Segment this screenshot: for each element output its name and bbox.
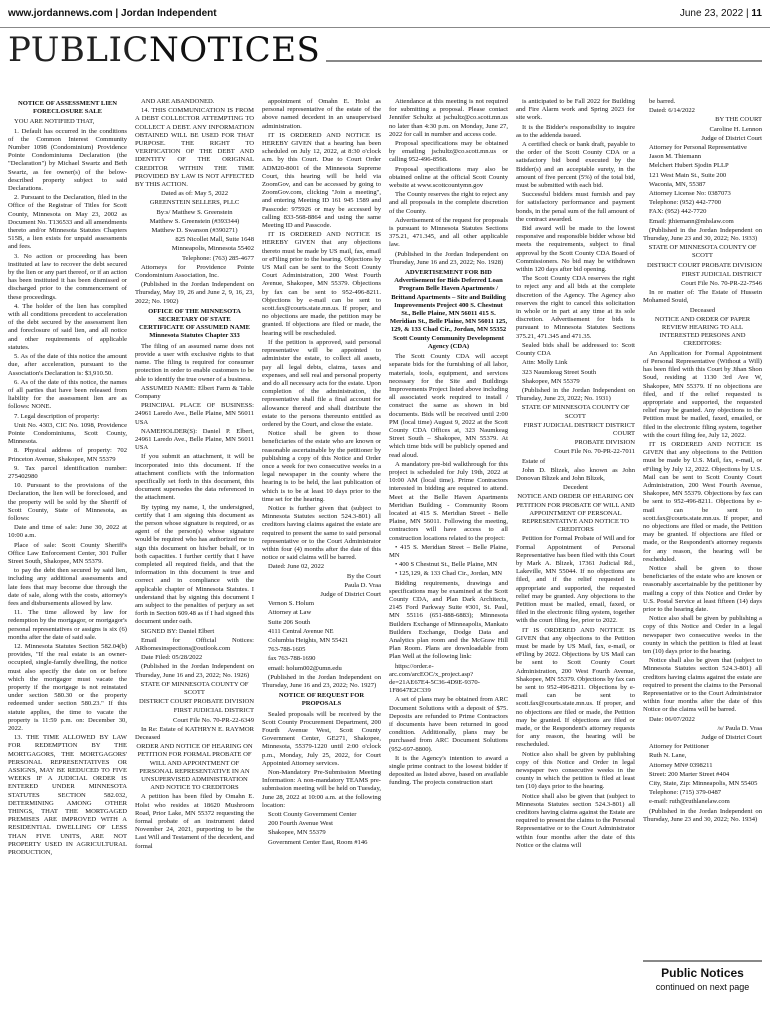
notice-text: A certified check or bank draft, payable to the order of the Scott County CDA or a satisfactory bid bond executed by the Bidder(s) and an acceptable surety, in the amount of five percent (5%) of the total bid, must be submitted with each bid. xyxy=(516,141,635,190)
notice-text: 2. Pursuant to the Declaration, filed in the Office of the Registrar of Titles for Scott County, Minnesota on May 23, 2002 as Document No. T136533 and all amendments thereto and/or Minnesota Statutes Chapters 515B, a lien exists for unpaid assessments and fees. xyxy=(8,194,127,251)
notice-text: Notice shall also be given that (subject to Minnesota Statutes section 524.3-801) all creditors having claims against the estate are required to present the claims to the Personal Representative or to the Court Administrator within four months after the date of this Notice or the claims will be barred. xyxy=(643,657,762,714)
notice-text: Telephone: (715) 379-0487 xyxy=(649,789,722,797)
notice-text: Shakopee, MN 55379 xyxy=(268,829,326,837)
notice-text: email: holum002@umn.edu xyxy=(268,664,342,672)
notice-text: IT IS ORDERED AND NOTICE IS HEREBY GIVEN that a hearing has been scheduled on July 12, 2022, at 8:30 o'clock a.m. by this Court. Due to Court Order ADM20-8001 of the Minnesota Supreme Court, this hearing will be held via ZoomGov, and can be accessed by going to ZoomGov.com, clicking "Join a meeting", and entering Meeting ID 161 945 1589 and Passcode: 975926 or may be accessed by calling 833-568-8864 and using the same Meeting ID and Passcode. xyxy=(262,131,381,230)
notice-text: It is the Agency's intention to award a single prime contract to the lowest bidder if deposited as listed above, based on available funding. The projects construction start xyxy=(389,754,508,787)
notice-text: NOTICE AND ORDER OF PAPER REVIEW HEARING TO ALL INTERESTED PERSONS AND CREDITORS: xyxy=(654,315,751,348)
notice-text: Court File No. 70-PR-22-7546 xyxy=(681,280,762,288)
notice-text: Attn: Molly Link xyxy=(522,359,568,367)
notice-text: PROBATE DIVISION xyxy=(574,439,635,447)
notice-text: NAMEHOLDER(S): Daniel P. Elbert, 24961 Laredo Ave., Belle Plaine, MN 56011 USA xyxy=(135,427,254,452)
notice-text: GREENSTEIN SELLERS, PLLC xyxy=(149,199,240,207)
notice-text: 121 West Main St., Suite 200 xyxy=(649,171,727,179)
notice-heading: NOTICE OF ASSESSMENT LIEN FORECLOSURE SALE xyxy=(17,100,118,116)
notice-text: PRINCIPAL PLACE OF BUSINESS: 24961 Laredo Ave., Belle Plaine, MN 56011 USA xyxy=(135,402,254,426)
notice-text: 12. Minnesota Statutes Section 582.04(b) provides, "If the real estate is an owner-occupied, single-family dwelling, the notice must also specify the date on or before which the mortgagor must vacate the property if the mortgage is not reinstated under section 580.30 or the property redeemed under section 580.23." If this statute applies, the time to vacate the property is 11:59 p.m. on: December 30, 2022. xyxy=(8,643,127,733)
notice-column xyxy=(135,98,254,1018)
notice-column xyxy=(389,98,508,1018)
notice-text: Date: 06/07/2022 xyxy=(649,715,695,723)
notice-text: BY THE COURT xyxy=(715,116,762,124)
notice-text: Non-Mandatory Pre-Submission Meeting Information: A non-mandatory TEAMS pre-submission meeting will be held on Tuesday, June 28, 2022 at 10:00 a.m. at the following location: xyxy=(262,769,381,809)
continued-promo xyxy=(643,960,762,1016)
notice-text: The filing of an assumed name does not provide a user with exclusive rights to that name. The filing is required for consumer protection in order to enable customers to be able to identify the true owner of a business. xyxy=(135,342,254,383)
notice-text: FIRST JUDICIAL DISTRICT xyxy=(173,707,254,715)
notice-text: Notice is further given that (subject to Minnesota Statutes section 524.3-801) all creditors having claims against the estate are required to present the same to said personal representative or to the Court Administrator within four (4) months after the date of this notice or said claims will be barred. xyxy=(262,504,381,562)
notice-text: If you submit an attachment, it will be incorporated into this document. If the attachment conflicts with the information specifically set forth in this document, this document supersedes the data referenced in the attachment. xyxy=(135,453,254,502)
notice-text: STATE OF MINNESOTA COUNTY OF SCOTT xyxy=(140,680,249,697)
notice-text: fax 763-788-1690 xyxy=(268,655,316,663)
promo-subtitle: continued on next page xyxy=(655,982,750,992)
notice-text: Dated: 6/14/2022 xyxy=(649,107,695,115)
page-number: 11 xyxy=(751,8,762,19)
notice-text: FIRST JUDICIAL DISTRICT DISTRICT COURT xyxy=(523,421,635,437)
notice-text: to pay the debt then secured by said lien, including any additional assessments and late fees that may become due through the date of sale, along with the costs, attorney's fees and disbursements allowed by law. xyxy=(8,567,127,607)
notice-text: (Published in the Jordan Independent on Thursday, June 16 and 23, 2022; No. 1928) xyxy=(389,250,508,266)
notice-text: 4. The holder of the lien has complied with all conditions precedent to acceleration of the debt secured by the assessment lien and foreclosure of said lien, and all notice and other requirements of applicable statutes. xyxy=(8,302,127,351)
notice-text: Waconia, MN, 55387 xyxy=(649,180,706,188)
notice-heading: NOTICE OF REQUEST FOR PROPOSALS xyxy=(278,692,365,708)
notice-text: Email for Official Notices: ARhomesinspections@outlook.com xyxy=(135,636,254,652)
notice-text: Notice shall be given to those beneficiaries of the estate who are known or reasonably ascertainable by the petitioner by mailing a copy of this Notice and Order by U.S. Postal Service at least fifteen (14) days prior to the hearing date. xyxy=(643,564,762,613)
notice-text: Deceased xyxy=(689,306,716,314)
notice-text: Attorney MN# 0398211 xyxy=(649,761,713,769)
notice-text: Judge of District Court xyxy=(320,590,381,598)
promo-title: Public Notices xyxy=(661,966,744,980)
notice-text: Attorney License No: 0387073 xyxy=(649,190,731,198)
issue-date: June 23, 2022 xyxy=(679,8,744,19)
notice-text: By:s/ Matthew S. Greenstein xyxy=(156,208,233,216)
notice-text: 3. No action or proceeding has been instituted at law to recover the debt secured by the lien or any part thereof, or if an action has been instituted it has been dismissed or discharged prior to the commencement of these proceedings. xyxy=(8,252,127,301)
notice-text: Place of sale: Scott County Sheriff's Office Law Enforcement Center, 301 Fuller Street South, Shakopee, MN 55379. xyxy=(8,541,127,565)
notice-text: Dated as of: May 5, 2022 xyxy=(160,190,229,198)
notice-text: A petition has been filed by Omahn E. Holst who resides at 18620 Mushroom Road, Prior Lake, MN 55372 requesting the formal probate of an instrument dated November 24, 2021, purporting to be the Last Will and Testament of the decedent, and formal xyxy=(135,793,254,850)
notice-text: Judge of District Court xyxy=(701,134,762,142)
notice-text: NOTICE AND ORDER OF HEARING ON PETITION FOR PROBATE OF WILL AND APPOINTMENT OF PERSONAL REPRESENTATIVE AND NOTICE TO CREDITORS xyxy=(516,493,635,534)
notice-text: 13. THE TIME ALLOWED BY LAW FOR REDEMPTION BY THE MORTGAGORS, THE MORTGAGORS' PERSONAL REPRESENTATIVES OR ASSIGNS, MAY BE REDUCED TO FIVE WEEKS IF A JUDICIAL ORDER IS ENTERED UNDER MINNESOTA STATUTES SECTION 582.032, DETERMINING AMONG OTHER THINGS, THAT THE MORTGAGED PREMISES ARE IMPROVED WITH A RESIDENTIAL DWELLING OF LESS THAN FIVE UNITS, ARE NOT PROPERTY USED IN AGRICULTURAL PRODUCTION, xyxy=(8,734,127,857)
notice-text: STATE OF MINNESOTA COUNTY OF SCOTT xyxy=(648,244,757,260)
notice-text: Government Center East, Room #146 xyxy=(268,838,368,846)
notice-text: The Scott County CDA will accept separate bids for the furnishing of all labor, materials, tools, equipment, and services necessary for the Site and Buildings Improvements Project listed above including all associated work required to install / construct the same as shown in bid documents. Bids will be received until 2:00 PM (local time) August 9, 2022 at the Scott County CDA Offices at, 323 Naumkeag Street South – Shakopee, MN 55379. At which time bids will be publicly opened and read aloud. xyxy=(389,353,508,459)
notice-text: In Re: Estate of KATHRYN E. RAYMOR Deceased xyxy=(135,725,254,742)
notice-text: Attorney at Law xyxy=(268,609,312,617)
notice-text: 763-788-1605 xyxy=(268,646,306,654)
site-credit: www.jordannews.com | Jordan Independent xyxy=(8,8,217,19)
notice-text: DISTRICT COURT PROBATE DIVISION xyxy=(139,698,254,706)
notice-text: Caroline H. Lennon xyxy=(709,125,762,133)
notice-column xyxy=(516,98,635,1018)
notice-text: ASSUMED NAME: Elbert Farm & Table Company xyxy=(135,384,254,400)
notice-text: Unit No. 4303, CIC No. 1098, Providence Pointe Condominiums, Scott County, Minnesota. xyxy=(8,421,127,446)
notice-column xyxy=(643,98,762,1018)
notice-text: Proposal specifications may also be obtained online at the official Scott County website at www.scottcountymn.gov xyxy=(389,165,508,190)
notice-column xyxy=(262,98,381,1018)
notice-text: John D. Blizek, also known as John Donovan Blizek and John Blizek, xyxy=(516,466,635,482)
notice-text: 4111 Central Avenue NE xyxy=(268,627,334,635)
notice-text: Date Filed: 05/28/2022 xyxy=(141,654,203,662)
notice-text: Judge of District Court xyxy=(701,734,762,742)
notice-text: Bid award will be made to the lowest responsive and responsible bidder whose bid meets the requirements, subject to final approval by the Scott County CDA Board of Commissioners. No bid may be withdrawn within 120 days after bid opening. xyxy=(516,225,635,274)
notice-text: (Published in the Jordan Independent on Thursday, May 19, 26 and June 2, 9, 16, 23, 2022; No. 1902) xyxy=(135,281,254,305)
notice-text: Attorney for Personal Representative xyxy=(649,144,747,152)
notice-text: Attorneys for Providence Pointe Condominium Association, Inc. xyxy=(135,263,254,280)
notice-column xyxy=(8,98,127,1018)
notice-text: Matthew D. Swanson (#390271) xyxy=(151,227,238,235)
notice-text: is anticipated to be Fall 2022 for Building and Fire Alarm work and Spring 2023 for site work. xyxy=(516,98,635,122)
notice-text: 8. Physical address of property: 702 Princeton Avenue, Shakopee, MN 55379 xyxy=(8,447,127,463)
notice-text: The County reserves the right to reject any and all proposals in the complete discretion of the County. xyxy=(389,191,508,215)
notice-text: Successful bidders must furnish and pay for satisfactory performance and payment bonds, in the penal sum of the full amount of the contract awarded. xyxy=(516,191,635,223)
section-masthead xyxy=(8,30,762,70)
notice-text: DISTRICT COURT PROBATE DIVISION xyxy=(647,261,762,269)
notice-text: Notice shall also be given that (subject to Minnesota Statutes section 524.3-801) all creditors having claims against the Estate are required to present the claims to the Personal Representative or to the Court Administrator within four months after the date of this Notice or the claims will xyxy=(516,792,635,849)
masthead-notices: NOTICES xyxy=(148,30,321,70)
notice-text: Advertisement of the request for proposals is pursuant to Minnesota Statutes Sections 375.21, 471.345, and all other applicable law. xyxy=(389,216,508,249)
notice-text: • 400 S Chestnut St., Belle Plaine, MN xyxy=(395,561,498,569)
notice-text: SIGNED BY: Daniel Elbert xyxy=(141,627,215,635)
notice-text: Minneapolis, Minnesota 55402 xyxy=(171,245,254,253)
notice-text: An Application for Formal Appointment of Personal Representative (Without a Will) has been filed with this Court by Jihan Shon Soud, residing at 1130 3rd Ave W, Shakopee, MN 55379. If no objections are filed, and if the relief requested is appropriate and supported, the requested relief may be granted. Any objections to the Petition must be mailed, faxed, emailed, or filed in the electronic filing system, together with the court filing fee, July 12, 2022. xyxy=(643,349,762,439)
masthead-public: PUBLIC xyxy=(8,30,149,70)
notice-text: Matthew S. Greenstein (#393344) xyxy=(149,217,240,225)
notice-text: Telephone: (952) 442-7700 xyxy=(649,199,722,207)
notice-text: e-mail: ruth@ruthlanelaw.com xyxy=(649,798,730,806)
notice-text: By the Court xyxy=(346,572,381,580)
notice-text: Estate of xyxy=(522,457,546,465)
notice-text: A mandatory pre-bid walkthrough for this project is scheduled for July 19th, 2022 at 10:00 AM (local time). Prime Contractors interested in bidding are required to attend. Meet at the Belle Haven Apartments Meridian Building - Community Room located at 415 S. Meridian Street - Belle Plaine, MN 56011. Following the meeting, contractors will have access to all construction locations related to the project: xyxy=(389,460,508,542)
notice-text: Court File No. 70-PR-22-6349 xyxy=(173,716,254,724)
notice-text: Court File No. 70-PR-22-7011 xyxy=(554,448,635,456)
notice-text: A set of plans may be obtained from ARC Document Solutions with a deposit of $75. Deposits are refunded to Prime Contractors if documents have been returned in good condition. Additionally, plans may be purchased from ARC Document Solutions (952-697-8800). xyxy=(389,696,508,753)
notice-text: 5. As of the date of this notice the amount due, after acceleration, pursuant to the Association's Declaration is: $3,910.50. xyxy=(8,353,127,377)
notice-text: YOU ARE NOTIFIED THAT, xyxy=(14,118,95,126)
notice-text: (Published in the Jordan Independent on Thursday, June 16 and 23, 2022; No. 1926) xyxy=(135,663,254,679)
notice-text: (Published in the Jordan Independent on Thursday, June 23, 2022; No. 1931) xyxy=(516,386,635,403)
notice-text: It is the Bidder's responsibility to inquire as to the addenda issued. xyxy=(516,123,635,139)
notice-text: Jason M. Thiemann xyxy=(649,153,702,161)
notice-text: • 415 S. Meridian Street – Belle Plaine, MN xyxy=(389,543,508,559)
notice-text: IT IS ORDERED AND NOTICE IS GIVEN that any objections to the Petition must be made by U.S. Mail, fax, e-mail, or eFiling by July 12, 2022. Objections by U.S. Mail can be sent to Scott County Court Administration, 200 West Fourth Avenue, Shakopee, MN 55379. Objections by fax can be sent to 952-496-8211. Objections by e-mail can be sent to scott.fax@courts.state.mn.us. If proper, and no objections are filed or made, the Petition may be granted. If objections are filed or made, or the Respondent's attorney requests for any reason, the hearing will be rescheduled. xyxy=(643,440,762,563)
notice-text: ORDER AND NOTICE OF HEARING ON PETITION FOR FORMAL PROBATE OF WILL AND APPOINTMENT OF PERSONAL REPRESENTATIVE IN AN UNSUPERVISED ADMINISTRATION AND NOTICE TO CREDITORS xyxy=(136,743,253,792)
notice-text: The Scott County CDA reserves the right to reject any and all bids at the complete discretion of the Agency. The Agency also reserves the right to cancel this solicitation in whole or in part at any time at its sole discretion. Advertisement for bids is pursuant to Minnesota Statutes Sections 375.21, 471.345 and 471.35. xyxy=(516,275,635,340)
notice-text: 9. Tax parcel identification number: 275402980 xyxy=(8,464,127,480)
notice-text: Scott County Government Center xyxy=(268,811,357,819)
notice-text: AND ARE ABANDONED. xyxy=(141,98,215,105)
notice-text: In re matter of: The Estate of Hussein Mohamed Souid, xyxy=(643,289,762,305)
notice-text: 825 Nicollet Mall, Suite 1648 xyxy=(175,236,254,244)
header-separator: | xyxy=(746,8,749,19)
notice-text: appointment of Omahn E. Holst as personal representative of the estate of the above named decedent in an unsupervised administration. xyxy=(262,98,381,130)
notice-text: • 125,129, & 133 Chad Cir., Jordan, MN xyxy=(395,570,503,578)
notice-text: Paula D. Vraa xyxy=(344,581,381,589)
masthead-rule xyxy=(326,60,762,62)
notice-text: Vernon S. Holum xyxy=(268,600,314,608)
notice-text: Date and time of sale: June 30, 2022 at 10:00 a.m. xyxy=(8,524,127,540)
notice-text: Attorney for Petitioner xyxy=(649,743,710,751)
notice-text: 14. THIS COMMUNICATION IS FROM A DEBT COLLECTOR ATTEMPTING TO COLLECT A DEBT. ANY INFORMATION OBTAINED WILL BE USED FOR THAT PURPOSE. THE RIGHT TO VERIFICATION OF THE DEBT AND IDENTITY OF THE ORIGINAL CREDITOR WITHIN THE TIME PROVIDED BY LAW IS NOT AFFECTED BY THIS ACTION. xyxy=(135,107,254,189)
notice-text: Proposal specifications may be obtained by emailing jschultz@co.scott.mn.us or calling 952-496-8568. xyxy=(389,140,508,164)
notice-text: 6. As of the date of this notice, the names of all parties that have been released from liability for the assessment lien are as follows: NONE. xyxy=(8,378,127,411)
notice-text: (Published in the Jordan Independent on Thursday, June 16 and 23, 2022; No. 1927) xyxy=(262,673,381,690)
notice-text: 11. The time allowed by law for redemption by the mortgagor, or mortgagor's personal representatives or assigns is six (6) months after the date of said sale. xyxy=(8,609,127,641)
notice-text: By typing my name, I, the undersigned, certify that I am signing this document as the person whose signature is required, or as agent of the person(s) whose signature would be required who has authorized me to sign this document on his/her behalf, or in both capacities. I further certify that I have completed all required fields, and that the information in this document is true and correct and in compliance with the applicable chapter of Minnesota Statutes. I understand that by signing this document I am subject to the penalties of perjury as set forth in Section 609.48 as if I had signed this document under oath. xyxy=(135,503,254,626)
notice-text: Columbia Heights, MN 55421 xyxy=(268,637,349,644)
notice-text: STATE OF MINNESOTA COUNTY OF SCOTT xyxy=(521,404,630,420)
notice-text: 323 Naumkeag Street South xyxy=(522,368,597,376)
notice-text: Notice also shall be given by publishing a copy of this Notice and Order in a legal newspaper two consecutive weeks in the county in which the petition is filed at least ten (10) days prior to the hearing. xyxy=(643,615,762,655)
notice-text: Telephone: (763) 285-4677 xyxy=(181,254,254,262)
notice-text: 7. Legal description of property: xyxy=(14,412,100,420)
notice-text: (Published in the Jordan Independent on Thursday, June 23 and 30, 2022; No. 1934) xyxy=(643,807,762,823)
notice-columns xyxy=(8,98,762,1018)
notice-text: /s/ Paula D. Vraa xyxy=(717,724,762,732)
notice-text: (Published in the Jordan Independent on Thursday, June 23 and 30, 2022; No. 1933) xyxy=(643,226,762,243)
notice-text: IT IS ORDERED AND NOTICE IS HEREBY GIVEN that any objections thereto must be made by US mail, fax, email or eFiling prior to the hearing. Objections by US Mail can be sent to the Scott County Court Administration, 200 West Fourth Avenue, Shakopee, MN 55379. Objections by fax can be sent to 952-496-8211. Objections by e-mail can be sent to scott.fax@courts.state.mn.us. If proper, and no objections are made, the petition may be granted. If objections are filed or made, the hearing will be rescheduled. xyxy=(262,231,381,337)
date-page xyxy=(680,8,762,19)
notice-text: Street: 200 Marter Street #404 xyxy=(649,770,730,778)
notice-text: Bidding requirements, drawings and specifications may be examined at the Scott County CDA, and Plan Dark Architects, 2145 Ford Parkway Suite #301, St. Paul, MN 55116 (651-888-6883); Minnesota Builders Exchange of Minneapolis, Mankato Builders Exchange, Dodge Data and Analytics plan room and the McGraw Hill Plan Room. Plans are downloadable from Plan Well at the following link: xyxy=(389,579,508,661)
notice-heading: OFFICE OF THE MINNESOTA SECRETARY OF STATE CERTIFICATE OF ASSUMED NAME Minnesota Statutes Chapter 333 xyxy=(139,307,250,340)
page-header xyxy=(0,0,770,28)
notice-text: be barred. xyxy=(649,98,676,105)
notice-text: Notice also shall be given by publishing copy of this Notice and Order in legal newspaper two consecutive weeks in the county in which the petition is filed at least ten (10) days prior to the hearing. xyxy=(516,750,635,791)
notice-text: Decedent xyxy=(563,484,588,492)
notice-text: Petition for Formal Probate of Will and for Formal Appointment of Personal Representative has been filed with this Court by Mark A. Blizek, 17361 Judicial Rd., Lakeville, MN 55044. If no objections are filed, and if the relief requested is appropriate and supported, the requested relief may be granted. Any objections to the Petition must be mailed, email, faxed, or filed in the electronic filing system, together with the court filing fee, prior to 2022. xyxy=(516,535,635,625)
notice-text: Suite 206 South xyxy=(268,618,311,626)
notice-text: IT IS ORDERED AND NOTICE IS GIVEN that any objections to the Petition must be made by US Mail, fax, e-mail, or eFiling by 2022. Objections by US Mail can be sent to Scott County Court Administration, 200 West Fourth Avenue, Shakopee, MN 55379. Objections by fax can be sent to 952-496-8211. Objections by e-mail can be sent to scott.fax@courts.state.mn.us. If proper, and no objections are filed or made, the Petition may be granted. If objections are filed or made, or the Respondent's attorney requests for any reason, the hearing will be rescheduled. xyxy=(516,626,635,749)
notice-text: Dated: June 02, 2022 xyxy=(268,563,325,571)
notice-text: https://order.e-arc.com/arcEOC/x_project.asp?de=21AE67E4-5C36-4D9E-9370-1F8647E2C339 xyxy=(389,662,480,695)
notice-text: 10. Pursuant to the provisions of the Declaration, the lien will be foreclosed, and the property will be sold by the Sheriff of Scott County, State of Minnesota, as follows: xyxy=(8,482,127,522)
notice-text: 1. Default has occurred in the conditions of the Common Interest Community Number 1098 (Condominium) Providence Pointe Condominiums Declaration (the "Declaration") by Michael Swartz and Beth Swartz, as fee owner(s) of the below-described property subject to said Declarations. xyxy=(8,127,127,193)
notice-text: Sealed bids shall be addressed to: Scott County CDA xyxy=(516,341,635,358)
notice-text: Sealed proposals will be received by the Scott County Procurement Department, 200 Fourth Avenue West, Scott County Government Center, GE271, Shakopee, Minnesota, 55379-1220 until 2:00 o'clock p.m., Monday, July 25, 2022, for Court Appointed Attorney services. xyxy=(262,710,381,767)
notice-text: Attendance at this meeting is not required for submitting a proposal. Please contact Jennifer Schultz at jschultz@co.scott.mn.us no later than 4:30 p.m. on Monday, June 27, 2022 for call in number and access code. xyxy=(389,98,508,138)
notice-text: Melchert Hubert Sjodin PLLP xyxy=(649,162,729,170)
notice-text: Email: jthiemann@mhslaw.com xyxy=(649,217,734,225)
notice-text: City, State, Zip: Minneapolis, MN 55405 xyxy=(649,780,758,788)
notice-text: 200 Fourth Avenue West xyxy=(268,820,333,828)
notice-text: Notice shall be given to those beneficiaries of the estate who are known or reasonable ascertainable by the petitioner by publishing a copy of this Notice and Order once a week for two consecutive weeks in a legal newspaper in the county where the hearing is to be held, the last publication of which is to be at least 10 days prior to the time set for the hearing. xyxy=(262,430,381,503)
notice-text: If the petition is approved, said personal representative will be appointed to administer the estate, to collect all assets, pay all legal debts, claims, taxes and expenses, and sell real and personal property and do all necessary acts for the estate. Upon completion of the administration, the representative shall file a final account for allowance thereof and shall distribute the estate to the persons thereunto entitled as ordered by the Court, and close the estate. xyxy=(262,338,381,428)
notice-text: FAX: (952) 442-7720 xyxy=(649,208,707,216)
notice-text: Shakopee, MN 55379 xyxy=(522,377,580,385)
notice-text: Ruth N. Lane, xyxy=(649,752,687,760)
notice-text: FIRST JUDICIAL DISTRICT xyxy=(681,270,762,278)
notice-heading: ADVERTISEMENT FOR BID Advertisement for Bids Deferred Loan Program Belle Haven Apartments / Brittand Apartments – Site and Building Improvements Project 400 S. Chestnut St., Belle Plaine, MN 56011 415 S. Meridian St., Belle Plaine, MN 56011 125, 129, & 133 Chad Cir., Jordan, MN 55352 Scott County Community Development Agency (CDA) xyxy=(389,269,508,350)
